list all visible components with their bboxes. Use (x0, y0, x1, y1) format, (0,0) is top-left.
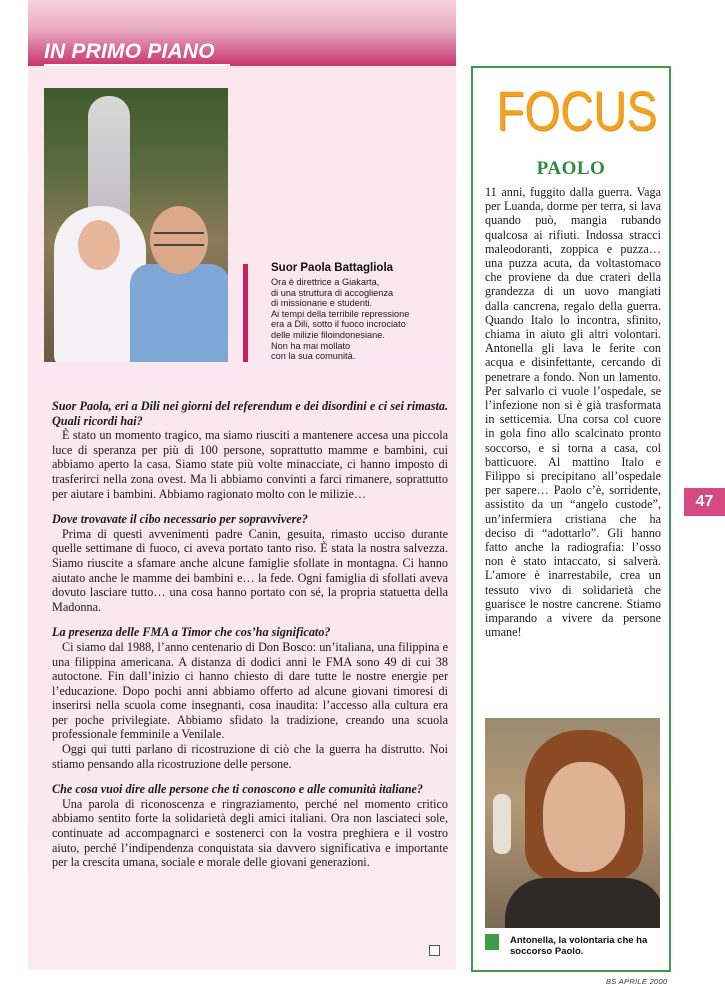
footer-issue: BS APRILE 2000 (606, 977, 668, 986)
answer-paragraph: Una parola di riconoscenza e ringraziamento, perché nel momento critico abbiamo sentito forte la solidarietà degli amici italiani. Ora non lasciateci sole, continuate ad accompagnarci e sostenerci con la vostra preghiera e il vostro aiuto, perché l’indipendenza conquistata sia davvero significativa e importante per la crescita umana, sociale e morale delle giovani generazioni. (52, 796, 448, 870)
answer-paragraph: Prima di questi avvenimenti padre Canin, gesuita, rimasto ucciso durante quelle settimane di fuoco, ci aveva portato tanto riso. È stata la nostra salvezza. Siamo riuscite a sfamare anche alcune famiglie sfollate in montagna. Ci hanno aiutato anche le mamme dei bambini e… la fede. Ogni famiglia di sfollati aveva dovuto lasciare tutto… una cosa hanno portato con sé, la propria statuetta della Madonna. (52, 526, 448, 614)
answer-paragraph: Oggi qui tutti parlano di ricostruzione di ciò che la guerra ha distrutto. Noi stiamo pensando alla ricostruzione delle persone. (52, 742, 448, 771)
glasses (154, 232, 204, 246)
end-of-article-mark (429, 945, 440, 956)
background-person (493, 794, 511, 854)
page-number-tab: 47 (684, 488, 725, 516)
section-title: IN PRIMO PIANO (44, 40, 215, 63)
answer-4 (52, 797, 448, 870)
face (543, 762, 625, 872)
caption-text: Ora è direttrice a Giakarta, di una struttura di accoglienza di missionarie e studenti. Ai tempi della terribile repressione era a Dili, sotto il fuoco incrociato delle milizie filoindonesiane. Non ha mai mollato con la sua comunità. (271, 277, 410, 362)
section-title-underline (44, 64, 230, 66)
question-4: Che cosa vuoi dire alle persone che ti conoscono e alle comunità italiane? (52, 782, 424, 797)
answer-3 (52, 640, 448, 771)
answer-paragraph: Ci siamo dal 1988, l’anno centenario di Don Bosco: un’italiana, una filippina e una filippina americana. A distanza di dodici anni le FMA sono 49 di cui 38 autoctone. Fin dall’inizio ci hanno chiesto di dare tutte le nostre energie per l’educazione. Dopo pochi anni abbiamo offerto ad alcune giovani timoresi di inserirsi nella scuola come insegnanti, cosa inaudita: l’accesso alla cultura era per poche privilegiate. Abbiamo sfidato la tradizione, creando una scuola professionale femminile a Venilale. (52, 639, 448, 742)
focus-title: FOCUS (496, 79, 658, 142)
interview (52, 399, 448, 870)
caption-name: Suor Paola Battagliola (271, 262, 394, 274)
photo-nun-and-priest (44, 88, 228, 362)
answer-1 (52, 428, 448, 501)
answer-2 (52, 527, 448, 615)
focus-name: PAOLO (536, 158, 606, 179)
question-2: Dove trovavate il cibo necessario per sopravvivere? (52, 512, 308, 527)
nun-face (78, 220, 120, 270)
man-figure (130, 264, 228, 362)
question-3: La presenza delle FMA a Timor che cos’ha significato? (52, 625, 331, 640)
question-1: Suor Paola, eri a Dili nei giorni del referendum e dei disordini e ci sei rimasta. Quali ricordi hai? (52, 399, 448, 428)
photo-caption: Antonella, la volontaria che ha soccorso Paolo. (510, 935, 648, 957)
photo-antonella (485, 718, 660, 928)
shirt (505, 878, 660, 928)
answer-paragraph: È stato un momento tragico, ma siamo riusciti a mantenere accesa una piccola luce di speranza per più di 100 persone, soprattutto mamme e bambini, cui abbiamo aperto la casa. Siamo state più volte minacciate, ci hanno imposto di trasferirci nella zona ovest. Ma li abbiamo convinti a farci rimanere, soprattutto per aiutare i bambini. Abbiamo ragionato molto con le milizie… (52, 428, 448, 501)
caption-bar (243, 264, 248, 362)
focus-story: 11 anni, fuggito dalla guerra. Vaga per Luanda, dorme per terra, si lava quando può, mangia rubando qualcosa ai rifiuti. Indossa stracci maleodoranti, zoppica e puzza… una puzza acuta, da voltastomaco che proviene da due crateri della grandezza di un uovo mangiati dalla cancrena, regalo della guerra. Quando Italo lo incontra, sfinito, chiama in aiuto gli altri volontari. Antonella gli lava le ferite con acqua e disinfettante, cercando di penetrare a fondo. Non un lamento. Per salvarlo ci vuole l’ospedale, se l’infezione non si è già trasformata in setticemia. Una corsa col cuore in gola fino allo scalcinato pronto soccorso, e si torna a casa, col batticuore. Al mattino Italo e Filippo si precipitano all’ospedale per sapere… Paolo c’è, sorridente, assistito da un “angelo custode”, un’infermiera cristiana che ha deciso di “adottarlo”. Gli hanno fatto anche la radiografia: l’osso non è stato intaccato, si salverà. L’amore è inarrestabile, crea un tessuto vivo di solidarietà che guarisce le nostre cancrene. Stiamo imparando a vivere da persone umane! (485, 185, 661, 640)
photo-caption-marker (485, 934, 499, 950)
